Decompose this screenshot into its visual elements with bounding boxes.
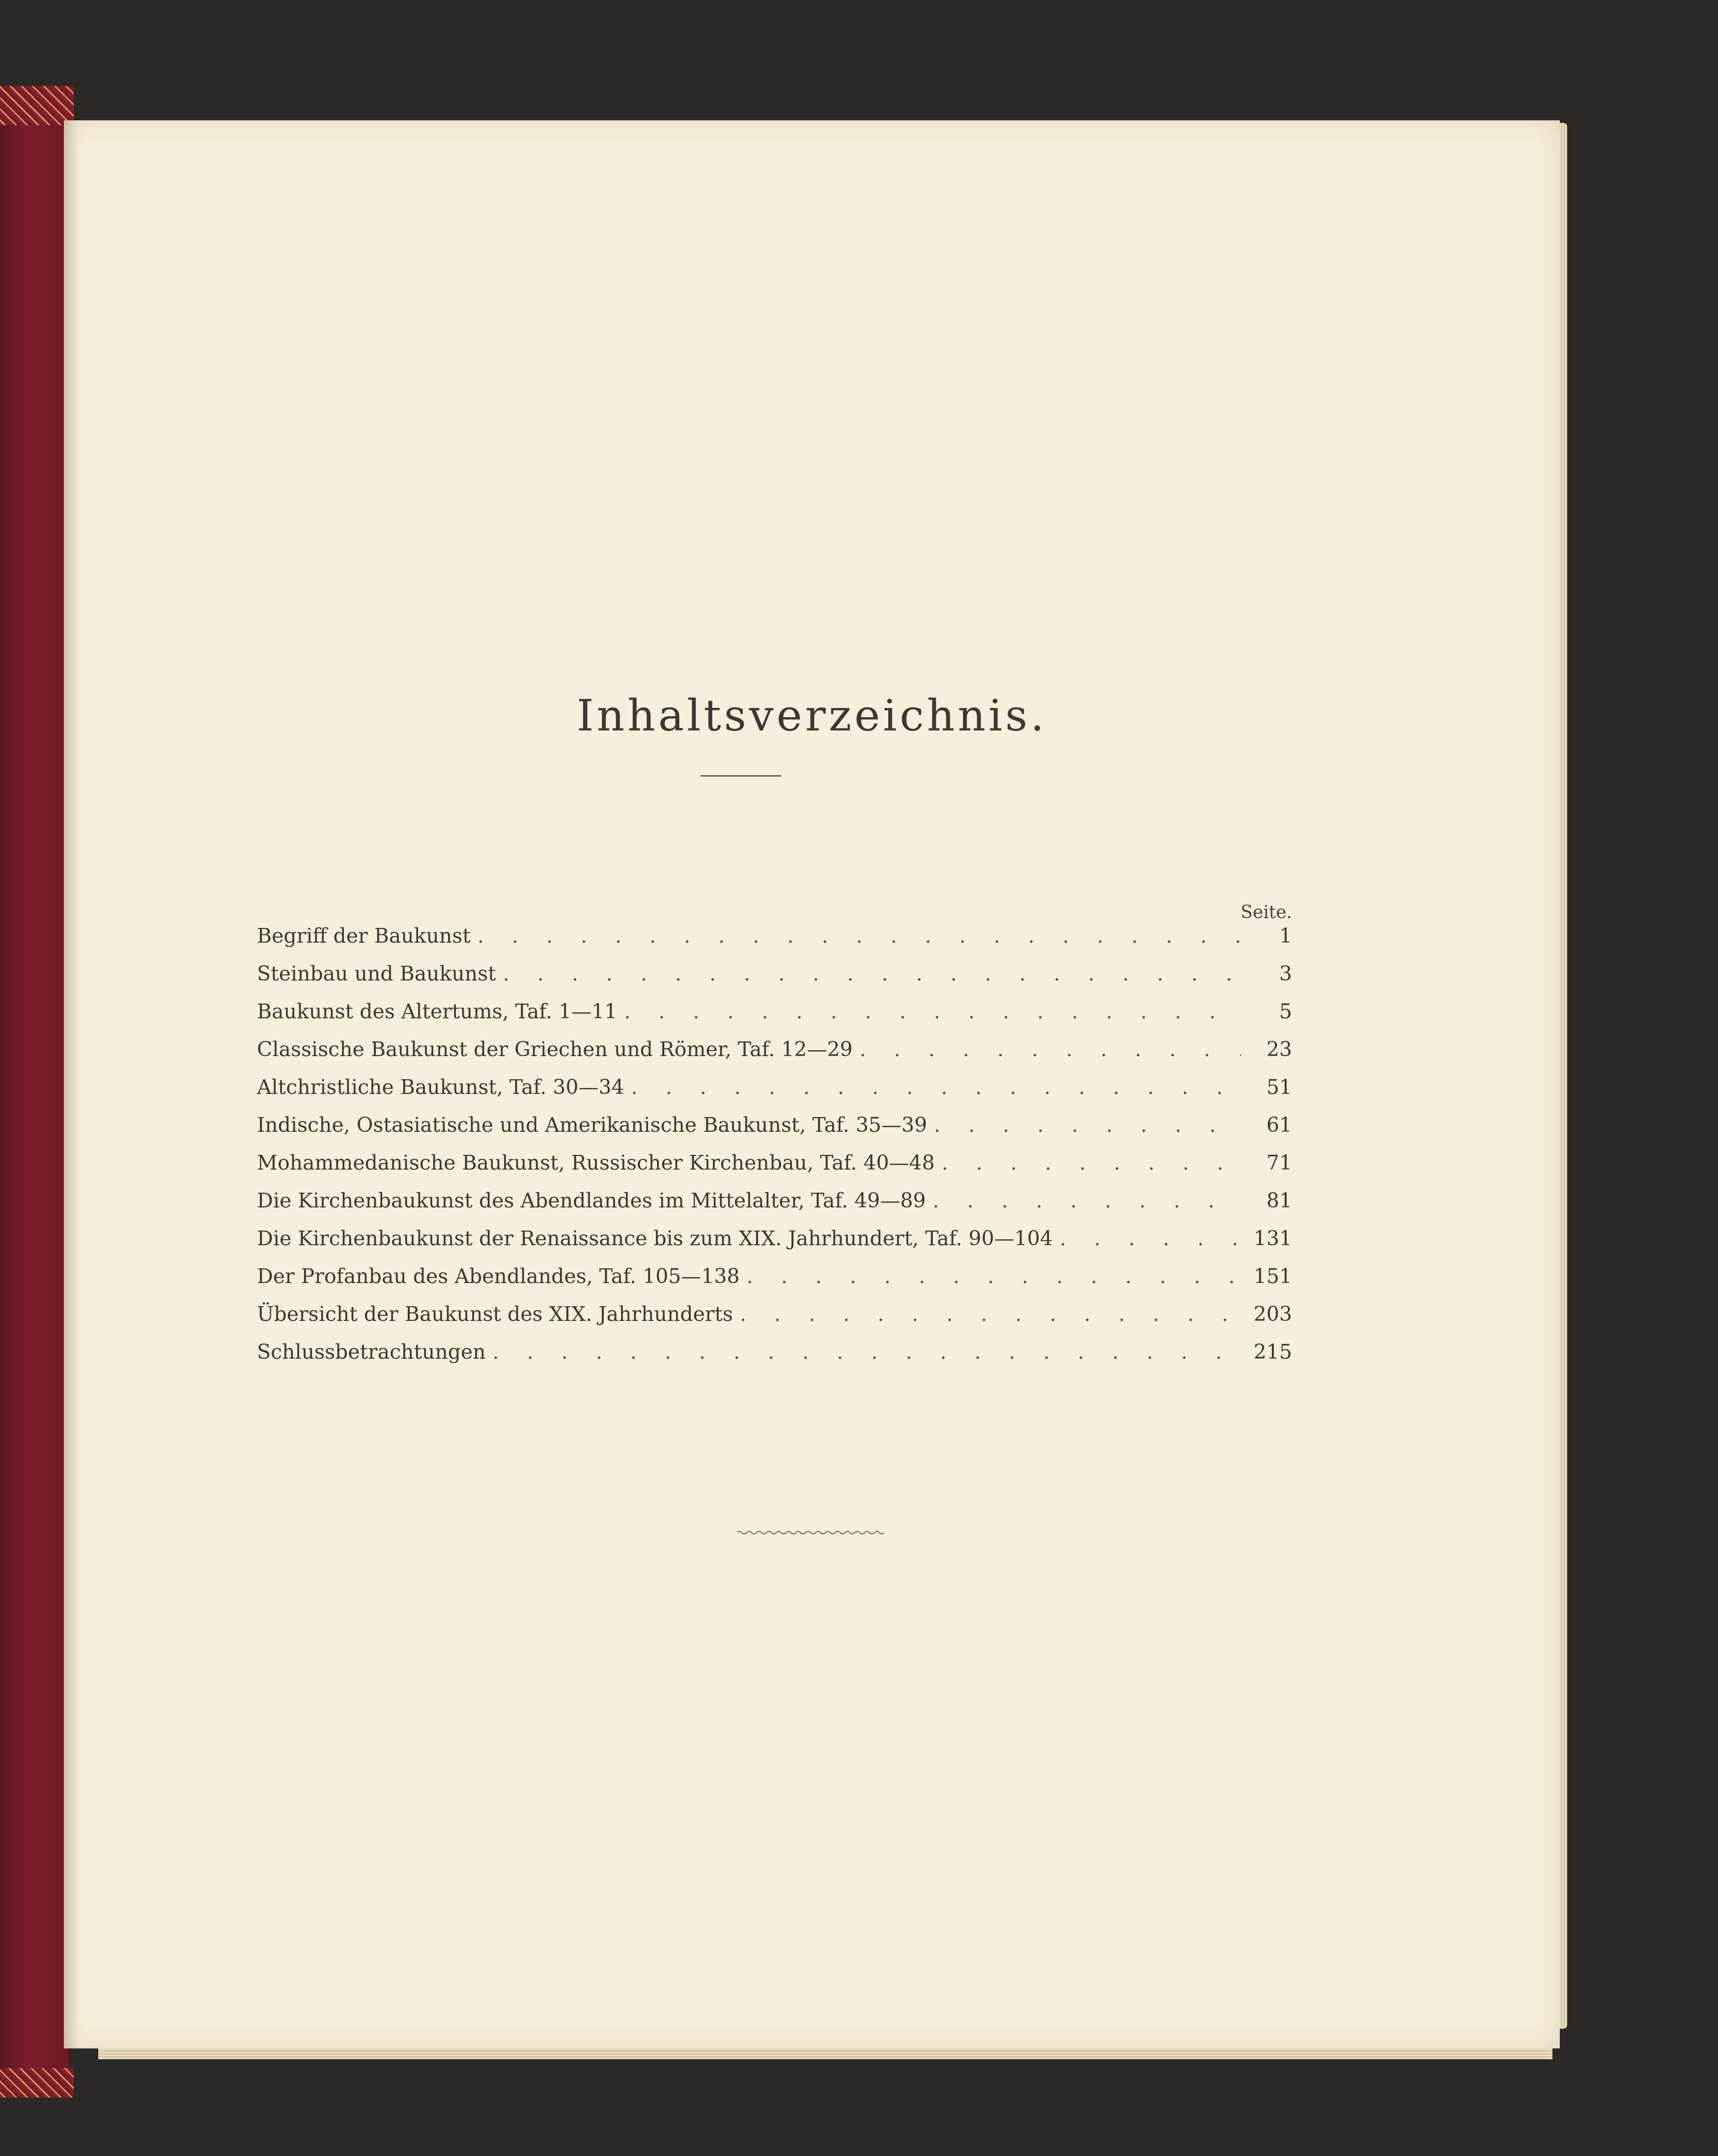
toc-entry-label: Baukunst des Altertums, Taf. 1—11 <box>257 1000 618 1023</box>
book-page <box>64 120 1560 2048</box>
toc-entry-label: Der Profanbau des Abendlandes, Taf. 105—138 <box>257 1264 740 1288</box>
toc-entry <box>257 962 1292 1000</box>
toc-entry <box>257 1302 1292 1340</box>
dot-leader <box>942 1151 1241 1175</box>
toc-entry-page: 131 <box>1253 1227 1292 1250</box>
toc-entry-label: Steinbau und Baukunst <box>257 962 496 985</box>
toc-entry-label: Schlussbetrachtungen <box>257 1340 486 1364</box>
toc-entry-page: 1 <box>1279 924 1292 948</box>
dot-leader <box>933 1189 1241 1212</box>
dot-leader <box>631 1075 1241 1099</box>
toc-entry <box>257 1151 1292 1189</box>
toc-entry-label: Die Kirchenbaukunst des Abendlandes im Mittelalter, Taf. 49—89 <box>257 1189 926 1212</box>
cover-corner-bottom <box>0 2068 74 2098</box>
page-column-header: Seite. <box>1240 902 1292 923</box>
toc-entry <box>257 1189 1292 1227</box>
cover-corner-top <box>0 86 74 125</box>
toc-entry-page: 81 <box>1266 1189 1292 1212</box>
dot-leader <box>1060 1227 1241 1250</box>
toc-entry-page: 3 <box>1279 962 1292 985</box>
toc-entry <box>257 1264 1292 1302</box>
toc-entry-label: Begriff der Baukunst <box>257 924 471 948</box>
page-gutter <box>64 120 79 2048</box>
toc-entry <box>257 1000 1292 1037</box>
dot-leader <box>740 1302 1241 1326</box>
toc-entry-label: Indische, Ostasiatische und Amerikanische Baukunst, Taf. 35—39 <box>257 1113 928 1137</box>
toc-entry-label: Mohammedanische Baukunst, Russischer Kirchenbau, Taf. 40—48 <box>257 1151 935 1175</box>
toc-entry <box>257 1037 1292 1075</box>
dot-leader <box>478 924 1241 948</box>
end-ornament <box>737 1529 884 1536</box>
title-rule <box>701 775 781 777</box>
toc-entry-page: 5 <box>1279 1000 1292 1023</box>
toc-entry <box>257 1227 1292 1264</box>
toc-entry-page: 23 <box>1266 1037 1292 1061</box>
toc-entry <box>257 1113 1292 1151</box>
toc-entry-label: Classische Baukunst der Griechen und Römer, Taf. 12—29 <box>257 1037 853 1061</box>
toc-entry-page: 71 <box>1266 1151 1292 1175</box>
toc-entry-page: 151 <box>1253 1264 1292 1288</box>
book-cover-edge <box>0 88 69 2083</box>
toc-entry-page: 51 <box>1266 1075 1292 1099</box>
dot-leader <box>860 1037 1241 1061</box>
toc-list <box>257 924 1292 1378</box>
toc-entry <box>257 924 1292 962</box>
toc-title: Inhaltsverzeichnis. <box>576 690 1047 741</box>
toc-entry-label: Übersicht der Baukunst des XIX. Jahrhunderts <box>257 1302 733 1326</box>
toc-entry-label: Altchristliche Baukunst, Taf. 30—34 <box>257 1075 624 1099</box>
dot-leader <box>503 962 1241 985</box>
dot-leader <box>747 1264 1241 1288</box>
dot-leader <box>934 1113 1241 1137</box>
dot-leader <box>493 1340 1241 1364</box>
page-edges-bottom <box>98 2048 1552 2059</box>
toc-entry-page: 215 <box>1253 1340 1292 1364</box>
toc-entry <box>257 1340 1292 1378</box>
toc-entry-label: Die Kirchenbaukunst der Renaissance bis zum XIX. Jahrhundert, Taf. 90—104 <box>257 1227 1053 1250</box>
dot-leader <box>624 1000 1241 1023</box>
toc-entry <box>257 1075 1292 1113</box>
toc-entry-page: 61 <box>1266 1113 1292 1137</box>
toc-entry-page: 203 <box>1253 1302 1292 1326</box>
